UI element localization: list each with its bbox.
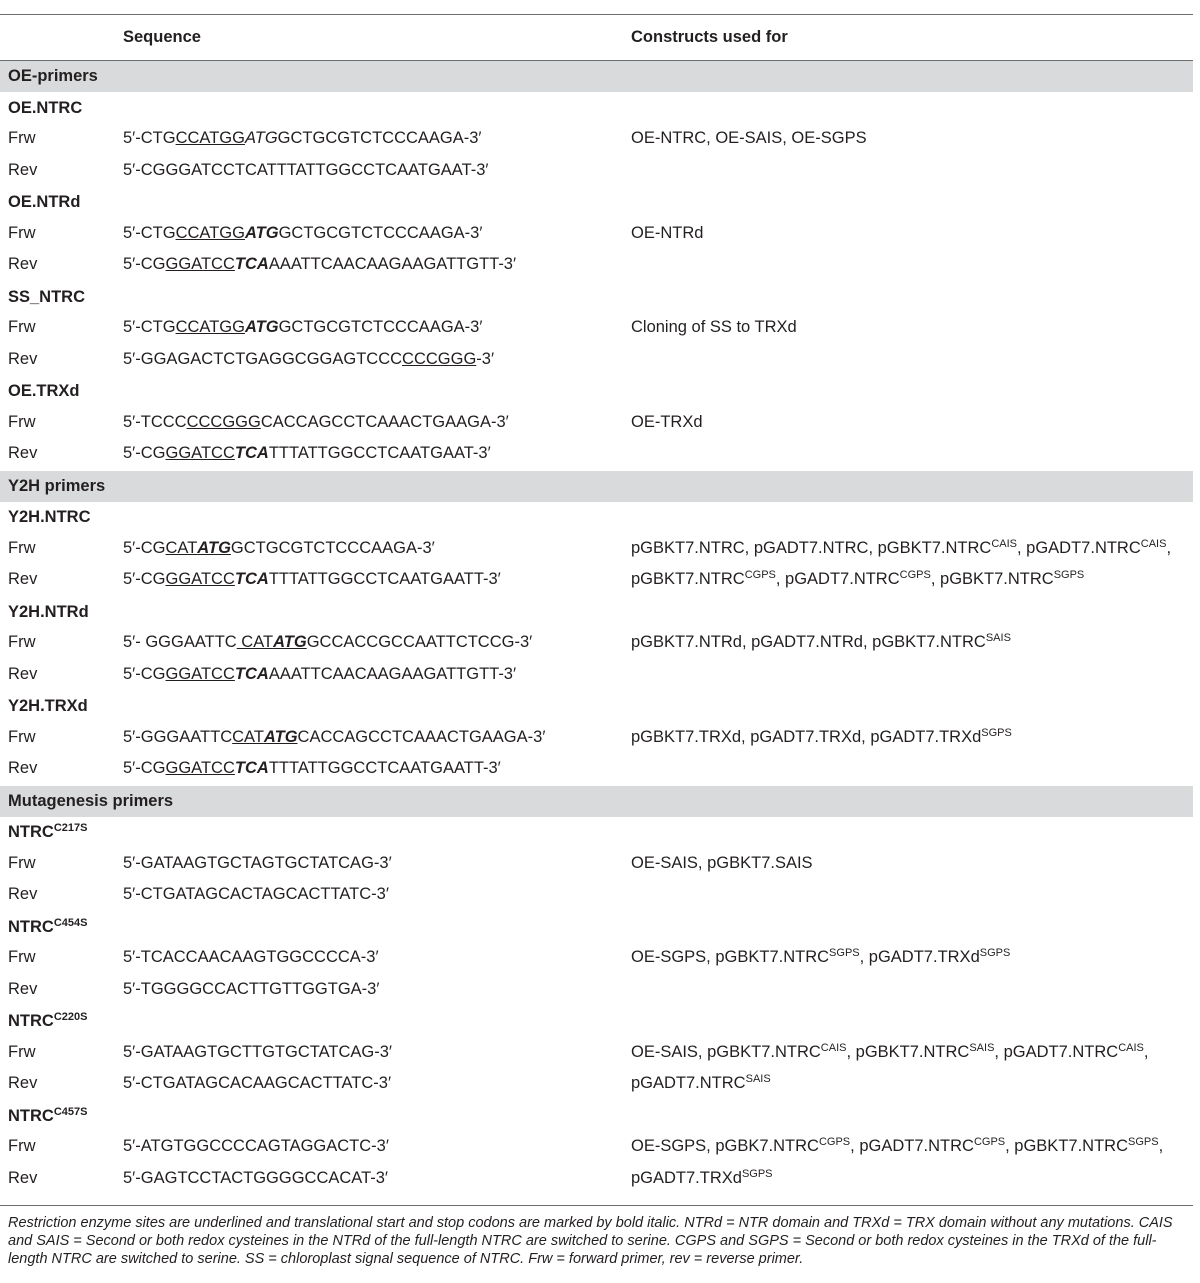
text-run: GCCACCGCCAATTCTCCG-3′ — [306, 633, 533, 651]
reverse-primer-row — [0, 345, 1193, 377]
constructs-used-for — [631, 413, 703, 432]
codon: TCA — [234, 759, 269, 777]
text-run: , pGBKT7.NTRC — [1005, 1137, 1128, 1155]
superscript-mutation: CGPS — [818, 1136, 851, 1148]
primer-sequence — [123, 948, 379, 967]
text-run: , pGBKT7.NTRC — [846, 1042, 970, 1061]
text-run: GCTGCGTCTCCCAAGA-3′ — [230, 538, 435, 557]
primer-sequence — [123, 255, 516, 274]
forward-primer-row — [0, 313, 1193, 345]
text-run: , — [1158, 1137, 1164, 1155]
text-run: 5′-TGGGGCCACTTGTTGGTGA-3′ — [123, 979, 380, 998]
text-run: AAATTCAACAAGAAGATTGTT-3′ — [268, 664, 517, 683]
constructs-used-for — [631, 728, 1012, 747]
primer-sequence — [123, 224, 482, 243]
primer-sequence — [123, 665, 516, 684]
primer-pair-name: Y2H.NTRd — [8, 602, 89, 621]
text-run: , pGADT7.NTRC — [1017, 538, 1141, 557]
superscript-mutation: SGPS — [829, 947, 860, 959]
primer-direction: Rev — [8, 664, 38, 683]
text-run: 5′-CTG — [123, 129, 176, 147]
restriction-site: CCATGG — [175, 318, 245, 336]
primer-pair-name: Y2H.TRXd — [8, 697, 88, 715]
restriction-site: CCCGGG — [402, 349, 477, 368]
superscript-mutation: CAIS — [1118, 1041, 1144, 1054]
primer-sequence — [123, 854, 392, 873]
text-run: pGBKT7.TRXd, pGADT7.TRXd, pGADT7.TRXd — [631, 727, 982, 746]
header-sequence: Sequence — [123, 28, 201, 46]
section-title: Mutagenesis primers — [8, 791, 174, 810]
primer-pair-name: NTRC — [8, 1106, 54, 1125]
primer-pair-label — [8, 918, 87, 937]
forward-primer-row — [0, 408, 1193, 440]
text-run: 5′-CTG — [123, 318, 176, 336]
forward-primer-row — [0, 628, 1193, 660]
start-codon-site: ATG — [263, 727, 298, 746]
text-run: AAATTCAACAAGAAGATTGTT-3′ — [268, 255, 517, 273]
constructs-used-for — [631, 570, 1084, 589]
reverse-primer-row — [0, 880, 1193, 912]
constructs-used-for — [631, 1043, 1148, 1062]
primer-sequence — [123, 318, 482, 337]
primer-pair-label — [8, 1012, 87, 1031]
footnote: Restriction enzyme sites are underlined and translational start and stop codons are marked by bold italic. NTRd = NTR domain and TRXd = TRX domain without any mutations. CAIS and SAIS = Second or both redox cysteines in the NTRd of the full-length NTRC are switched to serine. CGPS and SGPS = Second or both redox cysteines in the TRXd of the full-length NTRC are switched to serine. SS = chloroplast signal sequence of NTRC. Frw = forward primer, rev = reverse primer. — [8, 1215, 1173, 1267]
primer-sequence — [123, 1169, 388, 1188]
superscript-mutation: SAIS — [985, 632, 1011, 644]
text-run: -3′ — [476, 349, 495, 368]
text-run: CACCAGCCTCAAACTGAAGA-3′ — [260, 412, 509, 431]
forward-primer-row — [0, 219, 1193, 251]
codon: TCA — [234, 664, 269, 683]
codon: TCA — [234, 255, 269, 273]
text-run: 5′-CGGGATCCTCATTTATTGGCCTCAATGAAT-3′ — [123, 160, 489, 179]
primer-sequence — [123, 1043, 392, 1062]
superscript-mutation: SGPS — [1127, 1136, 1159, 1148]
text-run: TTTATTGGCCTCAATGAAT-3′ — [268, 444, 491, 462]
codon: ATG — [244, 318, 279, 336]
restriction-site: CAT — [232, 727, 264, 746]
primer-direction: Frw — [8, 853, 36, 872]
primer-pair-label — [8, 1107, 87, 1126]
primer-pair-label — [8, 823, 87, 842]
text-run: OE-NTRC, OE-SAIS, OE-SGPS — [631, 129, 867, 147]
reverse-primer-row — [0, 754, 1193, 786]
superscript-mutation: SGPS — [979, 947, 1011, 959]
text-run: 5′-ATGTGGCCCCAGTAGGACTC-3′ — [123, 1137, 389, 1155]
primer-sequence — [123, 980, 379, 999]
constructs-used-for — [631, 633, 1011, 652]
reverse-primer-row — [0, 660, 1193, 692]
primer-direction: Rev — [8, 1168, 38, 1187]
restriction-site: GGATCC — [165, 759, 235, 777]
primer-sequence — [123, 1074, 391, 1093]
superscript-mutation: SGPS — [981, 726, 1012, 739]
top-rule — [0, 14, 1193, 15]
primer-direction: Frw — [8, 412, 36, 431]
mutation-superscript: C217S — [53, 822, 88, 834]
primer-pair-name: NTRC — [8, 917, 54, 936]
text-run: pGBKT7.NTRC — [631, 570, 745, 588]
reverse-primer-row — [0, 975, 1193, 1007]
text-run: 5′-CG — [123, 570, 166, 588]
primer-direction: Frw — [8, 318, 36, 336]
reverse-primer-row — [0, 439, 1193, 471]
text-run: OE-TRXd — [631, 412, 703, 431]
constructs-used-for — [631, 1169, 773, 1188]
text-run: Cloning of SS to TRXd — [631, 318, 797, 336]
forward-primer-row — [0, 1132, 1193, 1164]
primer-pair-label — [8, 508, 91, 527]
primer-direction: Frw — [8, 633, 36, 651]
superscript-mutation: SGPS — [741, 1167, 773, 1180]
primer-direction: Frw — [8, 1042, 36, 1061]
text-run: OE-SGPS, pGBK7.NTRC — [631, 1137, 819, 1155]
header-constructs: Constructs used for — [631, 28, 788, 46]
primer-pair-label — [8, 99, 82, 118]
text-run: 5′-CTG — [123, 223, 176, 242]
superscript-mutation: SGPS — [1053, 569, 1085, 581]
primer-direction: Frw — [8, 538, 36, 557]
primer-direction: Frw — [8, 727, 36, 746]
text-run: pGBKT7.NTRd, pGADT7.NTRd, pGBKT7.NTRC — [631, 633, 986, 651]
codon: ATG — [244, 223, 279, 242]
constructs-used-for — [631, 948, 1010, 967]
text-run: , — [1166, 538, 1172, 557]
forward-primer-row — [0, 723, 1193, 755]
primer-direction: Rev — [8, 570, 38, 588]
superscript-mutation: SAIS — [745, 1073, 771, 1085]
mutation-superscript: C457S — [53, 1105, 88, 1118]
text-run: OE-SGPS, pGBKT7.NTRC — [631, 948, 830, 966]
text-run: pGADT7.NTRC — [631, 1074, 746, 1092]
text-run: 5′-CTGATAGCACAAGCACTTATC-3′ — [123, 1074, 392, 1092]
mutation-superscript: C220S — [53, 1011, 88, 1023]
primer-pair-label — [8, 288, 85, 307]
primer-pair-label — [8, 382, 80, 401]
primer-pair-label — [8, 697, 88, 716]
primer-sequence — [123, 728, 545, 747]
text-run: 5′-TCACCAACAAGTGGCCCCA-3′ — [123, 948, 379, 966]
superscript-mutation: CAIS — [820, 1041, 847, 1054]
section-title: Y2H primers — [8, 476, 106, 495]
superscript-mutation: CGPS — [973, 1136, 1006, 1148]
section-header — [0, 786, 1193, 817]
constructs-used-for — [631, 854, 813, 873]
forward-primer-row — [0, 943, 1193, 975]
text-run: , pGADT7.TRXd — [859, 948, 980, 966]
text-run: 5′-CG — [123, 538, 166, 557]
primer-direction: Rev — [8, 885, 38, 903]
text-run: pGADT7.TRXd — [631, 1168, 742, 1187]
text-run: OE-SAIS, pGBKT7.SAIS — [631, 853, 813, 872]
primer-direction: Rev — [8, 444, 38, 462]
text-run: 5′-CG — [123, 759, 166, 777]
primer-direction: Frw — [8, 223, 36, 242]
primer-sequence — [123, 444, 491, 463]
text-run: 5′-CTGATAGCACTAGCACTTATC-3′ — [123, 885, 389, 903]
text-run: 5′-CG — [123, 444, 166, 462]
primer-sequence — [123, 1137, 389, 1156]
primer-pair-name: SS_NTRC — [8, 287, 86, 306]
primer-direction: Frw — [8, 129, 36, 147]
restriction-site: CAT — [236, 633, 274, 651]
restriction-site: GGATCC — [165, 570, 235, 588]
primer-sequence — [123, 413, 509, 432]
section-title: OE-primers — [8, 67, 98, 85]
text-run: , pGADT7.NTRC — [850, 1137, 974, 1155]
primer-direction: Rev — [8, 349, 38, 368]
text-run: 5′-GAGTCCTACTGGGGCCACAT-3′ — [123, 1168, 389, 1187]
text-run: , pGADT7.NTRC — [775, 570, 900, 588]
constructs-used-for — [631, 224, 703, 243]
superscript-mutation: SAIS — [969, 1041, 995, 1054]
reverse-primer-row — [0, 1069, 1193, 1101]
restriction-site: GGATCC — [165, 255, 235, 273]
restriction-site: CAT — [165, 538, 198, 557]
restriction-site: CCATGG — [175, 223, 245, 242]
primer-direction: Rev — [8, 1074, 38, 1092]
mutation-superscript: C454S — [53, 916, 88, 929]
text-run: TTTATTGGCCTCAATGAATT-3′ — [268, 759, 501, 777]
primer-sequence — [123, 885, 389, 904]
primer-sequence — [123, 759, 501, 778]
text-run: 5′-GGGAATTC — [123, 727, 233, 746]
start-codon-site: ATG — [197, 538, 231, 557]
primer-pair-name: OE.NTRC — [8, 98, 83, 117]
reverse-primer-row — [0, 565, 1193, 597]
forward-primer-row — [0, 849, 1193, 881]
text-run: pGBKT7.NTRC, pGADT7.NTRC, pGBKT7.NTRC — [631, 538, 992, 557]
reverse-primer-row — [0, 156, 1193, 188]
primer-sequence — [123, 570, 501, 589]
primer-pair-name: OE.TRXd — [8, 382, 80, 400]
text-run: 5′-GATAAGTGCTTGTGCTATCAG-3′ — [123, 1042, 392, 1061]
text-run: 5′- GGGAATTC — [123, 633, 237, 651]
primer-direction: Frw — [8, 948, 36, 966]
constructs-used-for — [631, 1074, 771, 1093]
primer-pair-label — [8, 603, 89, 622]
text-run: , pGADT7.NTRC — [994, 1042, 1119, 1061]
section-header — [0, 471, 1193, 502]
primer-sequence — [123, 161, 489, 180]
primer-direction: Rev — [8, 160, 38, 179]
text-run: TTTATTGGCCTCAATGAATT-3′ — [268, 570, 501, 588]
codon: ATG — [244, 129, 278, 147]
primer-pair-name: NTRC — [8, 823, 54, 841]
primer-pair-label — [8, 193, 80, 212]
restriction-site: GGATCC — [165, 444, 235, 462]
constructs-used-for — [631, 1137, 1163, 1156]
superscript-mutation: CGPS — [744, 569, 776, 581]
text-run: 5′-GATAAGTGCTAGTGCTATCAG-3′ — [123, 853, 392, 872]
primer-direction: Frw — [8, 1137, 36, 1155]
codon: TCA — [234, 444, 269, 462]
primer-pair-name: NTRC — [8, 1012, 54, 1030]
forward-primer-row — [0, 534, 1193, 566]
codon: TCA — [234, 570, 269, 588]
text-run: 5′-TCCC — [123, 412, 187, 431]
text-run: GCTGCGTCTCCCAAGA-3′ — [278, 318, 483, 336]
text-run: CACCAGCCTCAAACTGAAGA-3′ — [297, 727, 546, 746]
text-run: OE-SAIS, pGBKT7.NTRC — [631, 1042, 821, 1061]
constructs-used-for — [631, 539, 1171, 558]
text-run: GCTGCGTCTCCCAAGA-3′ — [277, 129, 482, 147]
reverse-primer-row — [0, 1164, 1193, 1196]
reverse-primer-row — [0, 250, 1193, 282]
text-run: , pGBKT7.NTRC — [930, 570, 1054, 588]
restriction-site: CCCGGG — [186, 412, 261, 431]
primer-sequence — [123, 129, 482, 148]
bottom-rule — [0, 1205, 1193, 1206]
primer-sequence — [123, 633, 532, 652]
forward-primer-row — [0, 1038, 1193, 1070]
text-run: 5′-CG — [123, 664, 166, 683]
superscript-mutation: CAIS — [1140, 537, 1167, 550]
text-run: GCTGCGTCTCCCAAGA-3′ — [278, 223, 483, 242]
superscript-mutation: CAIS — [991, 537, 1017, 550]
text-run: 5′-CG — [123, 255, 166, 273]
superscript-mutation: CGPS — [899, 569, 931, 581]
forward-primer-row — [0, 124, 1193, 156]
primer-direction: Rev — [8, 255, 38, 273]
primer-pair-name: OE.NTRd — [8, 193, 81, 211]
primer-pair-name: Y2H.NTRC — [8, 508, 91, 526]
primer-direction: Rev — [8, 979, 38, 998]
text-run: 5′-GGAGACTCTGAGGCGGAGTCCC — [123, 349, 403, 368]
text-run: OE-NTRd — [631, 223, 704, 242]
start-codon-site: ATG — [273, 633, 307, 651]
restriction-site: GGATCC — [165, 664, 235, 683]
constructs-used-for — [631, 318, 797, 337]
primer-direction: Rev — [8, 759, 38, 777]
primer-sequence — [123, 539, 435, 558]
restriction-site: CCATGG — [175, 129, 245, 147]
section-header — [0, 61, 1193, 92]
constructs-used-for — [631, 129, 867, 148]
text-run: , — [1143, 1042, 1149, 1061]
primer-sequence — [123, 350, 494, 369]
